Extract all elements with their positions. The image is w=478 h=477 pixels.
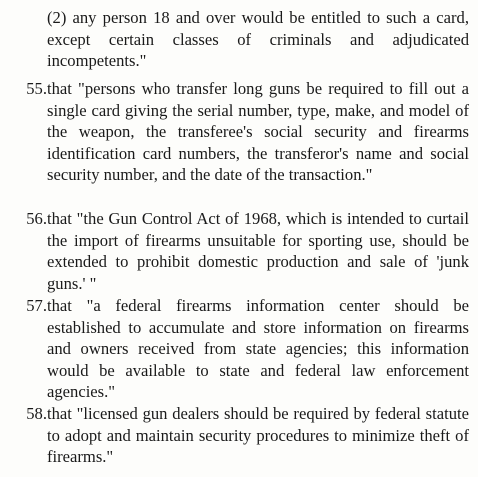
item-number: 58. — [26, 404, 47, 423]
item-text: that "persons who transfer long guns be required to fill out a single card giving the serial number, type, make, and model of the weapon, the transferee's social security and firearms identification card numbers, the transferor's name and social security number, and the date of the transaction." — [47, 79, 469, 185]
item-number: 56. — [26, 209, 47, 228]
item-text: that "licensed gun dealers should be required by federal statute to adopt and maintain security procedures to minimize theft of firearms." — [47, 404, 469, 467]
item-number: 57. — [26, 296, 47, 315]
item-text: that "a federal firearms information center should be established to accumulate and store information on firearms and owners received from state agencies; this information would be available to state and federal law enforcement agencies." — [47, 296, 469, 402]
item-text: that "the Gun Control Act of 1968, which is intended to curtail the import of firearms unsuitable for sporting use, should be extended to prohibit domestic production and sale of 'junk guns.' " — [47, 209, 469, 293]
continuation-paragraph: (2) any person 18 and over would be entitled to such a card, except certain classes of criminals and adjudicated incompetents." — [47, 8, 469, 71]
item-number: 55. — [26, 79, 47, 98]
